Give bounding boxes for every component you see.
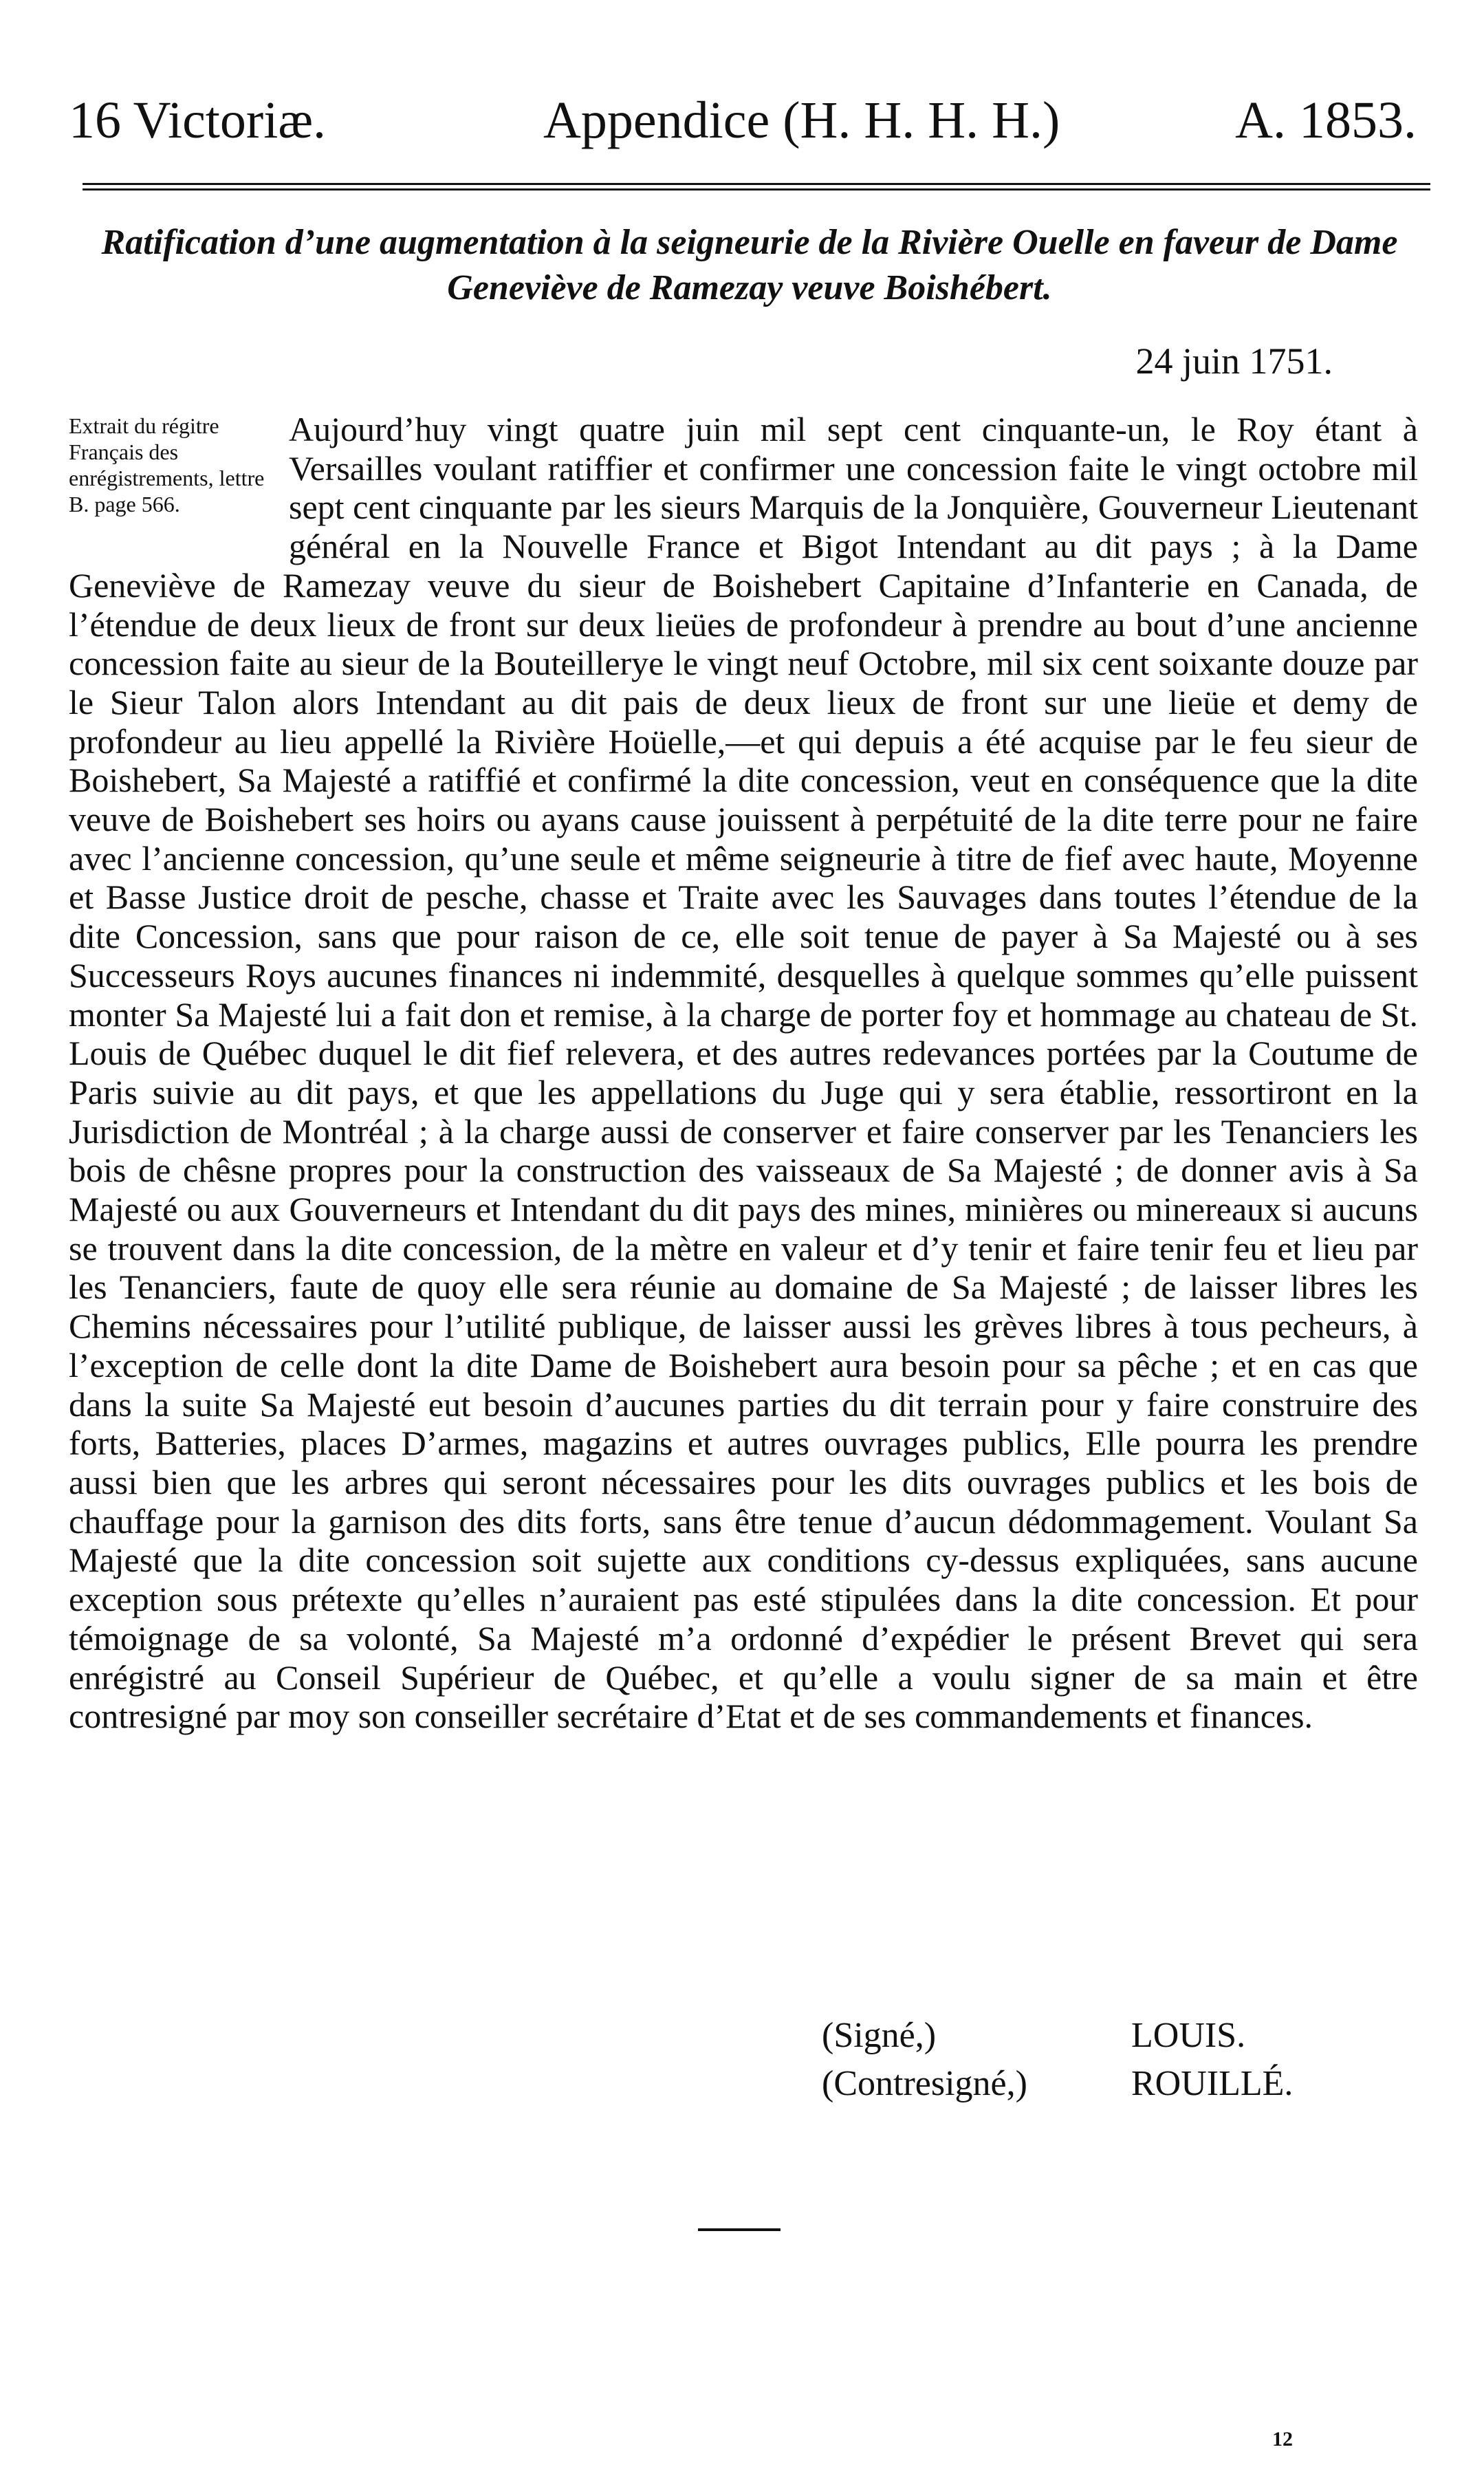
running-header xyxy=(69,83,1417,158)
margin-note: Extrait du régitre Français des enrégistrements, lettre B. page 566. xyxy=(69,413,265,517)
header-regnal-year: 16 Victoriæ. xyxy=(69,91,327,149)
margin-note-space xyxy=(69,410,289,561)
header-rules xyxy=(83,183,1430,194)
signature-role: (Contresigné,) xyxy=(822,2064,1027,2103)
section-divider xyxy=(698,2228,781,2231)
page-number: 12 xyxy=(1272,2428,1293,2450)
body-paragraph xyxy=(69,410,1418,1736)
header-rule-top xyxy=(83,183,1430,185)
document-date: 24 juin 1751. xyxy=(1135,340,1333,382)
body-text: Aujourd’huy vingt quatre juin mil sept cent cinquante-un, le Roy étant à Versailles voulant ratiffier et confirmer une concession faite le vingt octobre mil sept cent cinquante par les sieurs Marquis de la Jonquière, Gouverneur Lieutenant général en la Nouvelle France et Bigot Intendant au dit pays ; à la Dame Geneviève de Ramezay veuve du sieur de Boishebert Capitaine d’Infanterie en Canada, de l’étendue de deux lieux de front sur deux lieües de profondeur à prendre au bout d’une ancienne concession faite au sieur de la Bouteilleryе le vingt neuf Octobre, mil six cent soixante douze par le Sieur Talon alors Intendant au dit pais de deux lieux de front sur une lieüe et demy de profondeur au lieu appellé la Rivière Hoüelle,—et qui depuis a été acquise par le feu sieur de Boishebert, Sa Majesté a ratiffié et confirmé la dite concession, veut en conséquence que la dite veuve de Boishebert ses hoirs ou ayans cause jouissent à perpétuité de la dite terre pour ne faire avec l’ancienne concession, qu’une seule et même seigneurie à titre de fief avec haute, Moyenne et Basse Justice droit de pesche, chasse et Traite avec les Sauvages dans toutes l’étendue de la dite Concession, sans que pour raison de ce, elle soit tenue de payer à Sa Majesté ou à ses Successeurs Roys aucunes finances ni indemmité, desquelles à quelque sommes qu’elle puissent monter Sa Majesté lui a fait don et remise, à la charge de porter foy et hommage au chateau de St. Louis de Québec duquel le dit fief relevera, et des autres redevances portées par la Coutume de Paris suivie au dit pays, et que les appellations du Juge qui y sera établie, ressortiront en la Jurisdiction de Montréal ; à la charge aussi de conserver et faire conserver par les Tenanciers les bois de chêsne propres pour la construction des vaisseaux de Sa Majesté ; de donner avis à Sa Majesté ou aux Gouverneurs et Intendant du dit pays des mines, minières ou minereaux si aucuns se trouvent dans la dite concession, de la mètre en valeur et d’y tenir et faire tenir feu et lieu par les Tenanciers, faute de quoy elle sera réunie au domaine de Sa Majesté ; de laisser libres les Chemins nécessaires pour l’utilité publique, de laisser aussi les grèves libres à tous pecheurs, à l’exception de celle dont la dite Dame de Boishebert aura besoin pour sa pêche ; et en cas que dans la suite Sa Majesté eut besoin d’aucunes parties du dit terrain pour y faire construire des forts, Batteries, places D’armes, magazins et autres ouvrages publics, Elle pourra les prendre aussi bien que les arbres qui seront nécessaires pour les dits ouvrages publics et les bois de chauffage pour la garnison des dits forts, sans être tenue d’aucun dédommagement. Voulant Sa Majesté que la dite concession soit sujette aux conditions cy-dessus expliquées, sans aucune exception sous prétexte qu’elles n’auraient pas esté stipulées dans la dite concession. Et pour témoignage de sa volonté, Sa Majesté m’a ordonné d’expédier le présent Brevet qui sera enrégistré au Conseil Supérieur de Québec, et qu’elle a voulu signer de sa main et être contresigné par moy son conseiller secrétaire d’Etat et de ses commandements et finances. xyxy=(69,410,1418,1736)
signature-name: LOUIS. xyxy=(1131,2016,1246,2055)
signature-row xyxy=(822,2012,1372,2060)
document-title: Ratification d’une augmentation à la seigneurie de la Rivière Ouelle en faveur de Dame Geneviève de Ramezay veuve Boishébert. xyxy=(101,223,1398,307)
signature-role: (Signé,) xyxy=(822,2016,937,2055)
signature-row xyxy=(822,2060,1372,2108)
signature-name: ROUILLÉ. xyxy=(1131,2064,1294,2103)
header-appendix: Appendice (H. H. H. H.) xyxy=(543,91,1060,149)
header-year: A. 1853. xyxy=(1235,91,1417,149)
header-rule-bottom xyxy=(83,188,1430,191)
signature-block xyxy=(822,2012,1372,2108)
